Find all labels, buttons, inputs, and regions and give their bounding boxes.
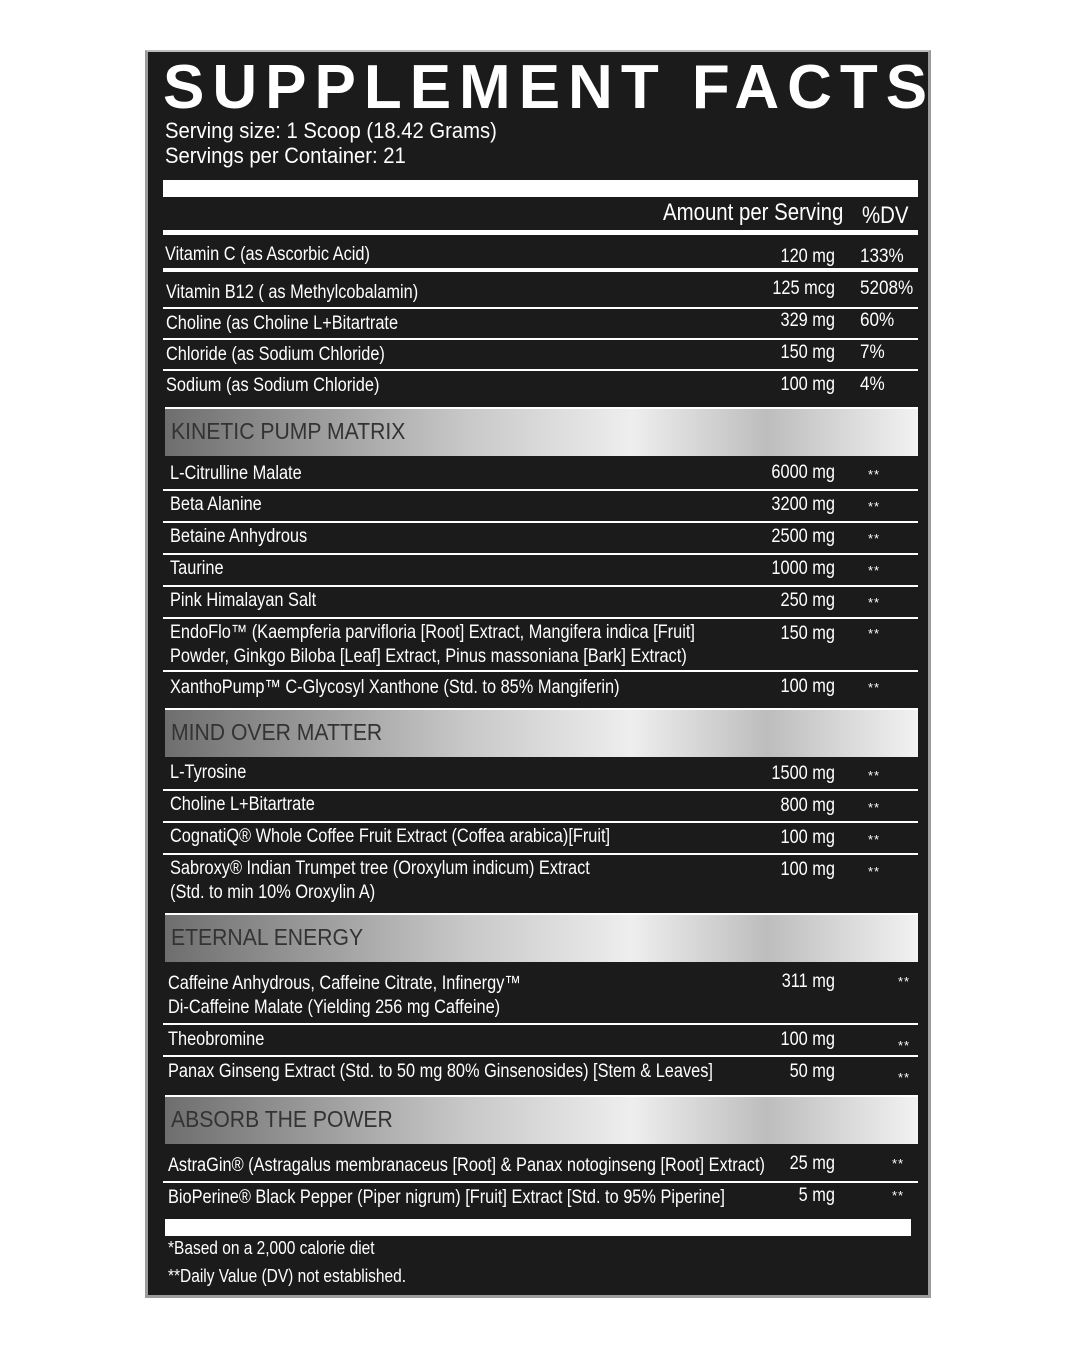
ingredient-name-line2: Powder, Ginkgo Biloba [Leaf] Extract, Pinus massoniana [Bark] Extract) <box>170 646 687 667</box>
ingredient-dv: ** <box>868 832 881 847</box>
ingredient-name: L-Tyrosine <box>170 762 247 783</box>
row-divider <box>163 338 918 340</box>
row-divider <box>163 1181 918 1183</box>
row-divider <box>163 585 918 587</box>
ingredient-dv: ** <box>892 1156 905 1171</box>
nutrient-dv: 133% <box>860 246 904 267</box>
ingredient-amount: 6000 mg <box>771 462 835 483</box>
section-header-eternal-energy <box>165 913 918 962</box>
ingredient-dv: ** <box>898 974 911 989</box>
ingredient-amount: 50 mg <box>789 1061 835 1082</box>
ingredient-amount: 100 mg <box>780 859 835 880</box>
ingredient-name: Beta Alanine <box>170 494 262 515</box>
serving-size: Serving size: 1 Scoop (18.42 Grams) <box>165 118 497 143</box>
nutrient-amount: 125 mcg <box>772 278 835 299</box>
ingredient-dv: ** <box>898 1038 911 1053</box>
row-divider <box>163 369 918 371</box>
section-title: KINETIC PUMP MATRIX <box>171 418 406 444</box>
ingredient-amount: 800 mg <box>780 795 835 816</box>
ingredient-amount: 150 mg <box>780 623 835 644</box>
ingredient-name: L-Citrulline Malate <box>170 463 302 484</box>
nutrient-name: Choline (as Choline L+Bitartrate <box>166 313 399 334</box>
row-divider <box>163 853 918 855</box>
ingredient-amount: 1500 mg <box>771 763 835 784</box>
nutrient-name: Chloride (as Sodium Chloride) <box>166 344 385 365</box>
row-divider <box>163 268 918 272</box>
ingredient-name: Taurine <box>170 558 224 579</box>
row-divider <box>163 1055 918 1057</box>
ingredient-amount: 100 mg <box>780 1029 835 1050</box>
ingredient-amount: 2500 mg <box>771 526 835 547</box>
ingredient-amount: 3200 mg <box>771 494 835 515</box>
section-title: ABSORB THE POWER <box>171 1106 393 1132</box>
page-title: SUPPLEMENT FACTS <box>163 53 936 122</box>
thick-divider-bar <box>163 180 918 197</box>
ingredient-amount: 100 mg <box>780 676 835 697</box>
nutrient-name: Vitamin C (as Ascorbic Acid) <box>165 244 370 265</box>
row-divider <box>163 489 918 491</box>
row-divider <box>163 821 918 823</box>
ingredient-dv: ** <box>898 1070 911 1085</box>
ingredient-dv: ** <box>868 563 881 578</box>
dv-header: %DV <box>862 202 909 229</box>
ingredient-amount: 1000 mg <box>771 558 835 579</box>
row-divider <box>163 670 918 672</box>
nutrient-dv: 7% <box>860 342 885 363</box>
ingredient-dv: ** <box>868 626 881 641</box>
ingredient-dv: ** <box>868 595 881 610</box>
row-divider <box>163 1023 918 1025</box>
ingredient-name: CognatiQ® Whole Coffee Fruit Extract (Coffea arabica)[Fruit] <box>170 826 611 847</box>
ingredient-name: AstraGin® (Astragalus membranaceus [Root] & Panax notoginseng [Root] Extract) <box>168 1155 765 1176</box>
ingredient-name: Caffeine Anhydrous, Caffeine Citrate, Infinergy™ <box>168 973 521 994</box>
ingredient-name: EndoFlo™ (Kaempferia parvifloria [Root] Extract, Mangifera indica [Fruit] <box>170 622 695 643</box>
ingredient-name: Betaine Anhydrous <box>170 526 308 547</box>
nutrient-name: Sodium (as Sodium Chloride) <box>166 375 380 396</box>
nutrient-dv: 60% <box>860 310 895 331</box>
ingredient-name: Theobromine <box>168 1029 265 1050</box>
bottom-divider-bar <box>165 1219 911 1236</box>
row-divider <box>163 521 918 523</box>
ingredient-dv: ** <box>868 768 881 783</box>
ingredient-dv: ** <box>868 531 881 546</box>
nutrient-name: Vitamin B12 ( as Methylcobalamin) <box>166 282 419 303</box>
nutrient-amount: 100 mg <box>780 374 835 395</box>
nutrient-amount: 150 mg <box>780 342 835 363</box>
row-divider <box>163 789 918 791</box>
ingredient-name-line2: Di-Caffeine Malate (Yielding 256 mg Caffeine) <box>168 997 501 1018</box>
ingredient-name-line2: (Std. to min 10% Oroxylin A) <box>170 882 376 903</box>
nutrient-amount: 120 mg <box>780 246 835 267</box>
ingredient-dv: ** <box>868 499 881 514</box>
ingredient-name: Choline L+Bitartrate <box>170 794 315 815</box>
nutrient-dv: 4% <box>860 374 885 395</box>
section-header-absorb-the-power <box>165 1095 918 1144</box>
ingredient-amount: 311 mg <box>781 971 835 992</box>
nutrient-amount: 329 mg <box>780 310 835 331</box>
ingredient-dv: ** <box>868 864 881 879</box>
section-title: ETERNAL ENERGY <box>171 924 364 950</box>
row-divider <box>163 553 918 555</box>
ingredient-dv: ** <box>868 680 881 695</box>
servings-per-container: Servings per Container: 21 <box>165 143 406 168</box>
section-title: MIND OVER MATTER <box>171 719 383 745</box>
header-divider <box>163 230 918 235</box>
ingredient-name: Panax Ginseng Extract (Std. to 50 mg 80% Ginsenosides) [Stem & Leaves] <box>168 1061 713 1082</box>
ingredient-name: Pink Himalayan Salt <box>170 590 317 611</box>
ingredient-dv: ** <box>868 800 881 815</box>
ingredient-name: Sabroxy® Indian Trumpet tree (Oroxylum indicum) Extract <box>170 858 590 879</box>
ingredient-dv: ** <box>868 467 881 482</box>
ingredient-name: BioPerine® Black Pepper (Piper nigrum) [Fruit] Extract [Std. to 95% Piperine] <box>168 1187 725 1208</box>
row-divider <box>163 617 918 619</box>
section-header-kinetic-pump-matrix <box>165 407 918 456</box>
ingredient-dv: ** <box>892 1188 905 1203</box>
footnote-calorie: *Based on a 2,000 calorie diet <box>168 1238 375 1258</box>
ingredient-name: XanthoPump™ C-Glycosyl Xanthone (Std. to 85% Mangiferin) <box>170 677 620 698</box>
section-header-mind-over-matter <box>165 708 918 757</box>
ingredient-amount: 5 mg <box>798 1185 835 1206</box>
ingredient-amount: 25 mg <box>789 1153 835 1174</box>
amount-per-serving-header: Amount per Serving <box>663 199 844 226</box>
ingredient-amount: 250 mg <box>780 590 835 611</box>
footnote-dv: **Daily Value (DV) not established. <box>168 1266 407 1286</box>
nutrient-dv: 5208% <box>860 278 914 299</box>
ingredient-amount: 100 mg <box>780 827 835 848</box>
